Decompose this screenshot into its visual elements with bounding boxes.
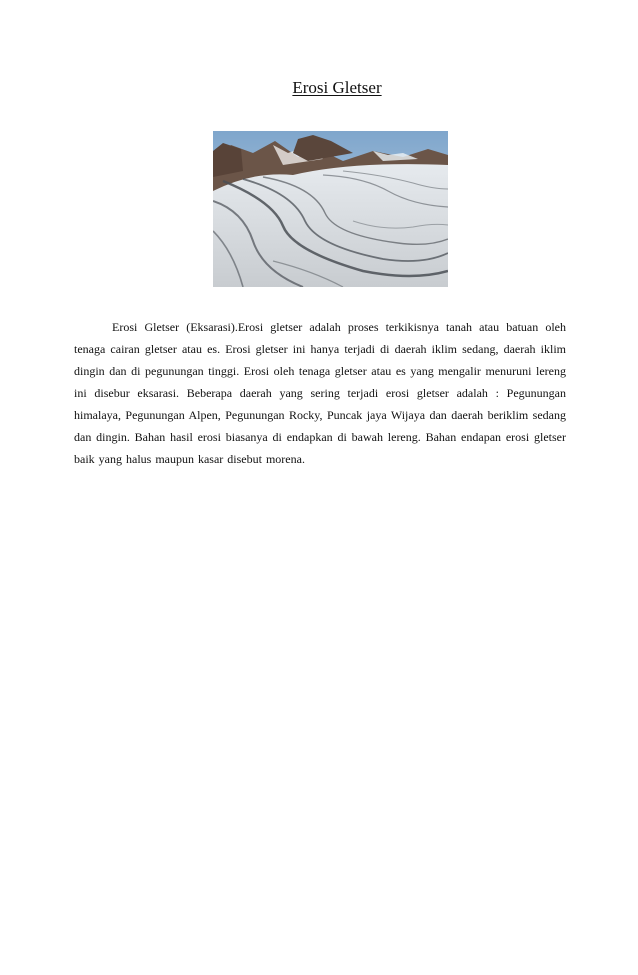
body-paragraph: Erosi Gletser (Eksarasi).Erosi gletser adalah proses terkikisnya tanah atau batuan oleh tenaga cairan gletser atau es. Erosi gletser ini hanya terjadi di daerah iklim sedang, daerah iklim dingin dan di pegunungan tinggi. Erosi oleh tenaga gletser atau es yang mengalir menuruni lereng ini disebur eksarasi. Beberapa daerah yang sering terjadi erosi gletser adalah : Pegunungan himalaya, Pegunungan Alpen, Pegunungan Rocky, Puncak jaya Wijaya dan daerah beriklim sedang dan dingin. Bahan hasil erosi biasanya di endapkan di bawah lereng. Bahan endapan erosi gletser baik yang halus maupun kasar disebut morena. (74, 320, 566, 466)
glacier-illustration (213, 131, 448, 287)
page-title-text: Erosi Gletser (292, 78, 382, 97)
glacier-photo (213, 131, 448, 287)
page-title (0, 78, 638, 98)
